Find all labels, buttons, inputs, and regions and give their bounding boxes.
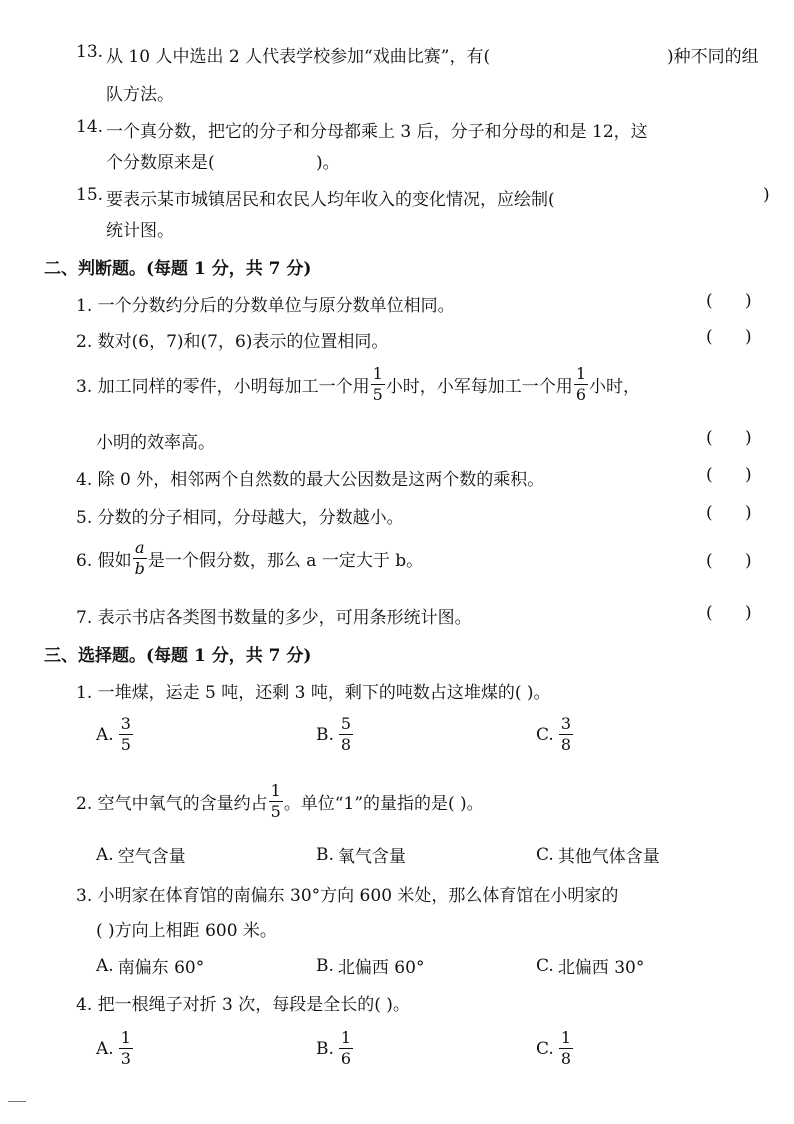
choice-option-b[interactable]: B. $\frac{1}{6}$: [316, 1028, 352, 1068]
question-number: 15.: [76, 185, 104, 205]
choice-option-a[interactable]: A. 空气含量: [96, 844, 186, 867]
choice-option-a[interactable]: A. $\frac{3}{5}$: [96, 714, 131, 754]
choice-option-c[interactable]: C. $\frac{3}{8}$: [536, 714, 571, 754]
choice-option-b[interactable]: B. $\frac{5}{8}$: [316, 714, 352, 754]
fraction: $\frac{1}{8}$: [560, 1028, 571, 1068]
judgement-text: 6. 假如: [76, 551, 132, 571]
question-text: 从 10 人中选出 2 人代表学校参加“戏曲比赛”，有(: [106, 47, 491, 67]
fraction: $\frac{1}{6}$: [340, 1028, 352, 1068]
judgement-text: 5. 分数的分子相同，分母越大，分数越小。: [76, 508, 404, 528]
fraction: $\frac{1}{5}$: [270, 781, 281, 821]
answer-paren[interactable]: ( ): [706, 428, 752, 448]
question-text: 要表示某市城镇居民和农民人均年收入的变化情况，应绘制(: [106, 190, 555, 210]
judgement-text: 小时，小军每加工一个用: [385, 377, 573, 397]
fraction: $\frac{5}{8}$: [340, 714, 352, 754]
choice-option-b[interactable]: B. 北偏西 60°: [316, 955, 425, 978]
question-text-cont: 统计图。: [106, 221, 174, 241]
choice-stem: 。单位“1”的量指的是( )。: [283, 794, 484, 814]
answer-paren[interactable]: ( ): [706, 291, 752, 311]
judgement-text: 4. 除 0 外，相邻两个自然数的最大公因数是这两个数的乘积。: [76, 470, 545, 490]
judgement-text: 1. 一个分数约分后的分数单位与原分数单位相同。: [76, 296, 455, 316]
judgement-text: 7. 表示书店各类图书数量的多少，可用条形统计图。: [76, 608, 472, 628]
question-text-cont: 个分数原来是(: [106, 153, 215, 173]
choice-option-a[interactable]: A. 南偏东 60°: [96, 955, 205, 978]
judgement-text-cont: 小明的效率高。: [96, 433, 215, 453]
answer-paren-close: )种不同的组: [667, 47, 759, 67]
section-title-judgement: 二、判断题。(每题 1 分，共 7 分): [44, 259, 312, 279]
fraction: $\frac{1}{3}$: [120, 1028, 131, 1068]
answer-paren[interactable]: ( ): [706, 551, 752, 571]
fraction: $\frac{a}{b}$: [134, 538, 145, 578]
fraction: $\frac{3}{8}$: [560, 714, 571, 754]
answer-paren-close: )。: [316, 153, 340, 173]
judgement-text: 2. 数对(6，7)和(7，6)表示的位置相同。: [76, 332, 389, 352]
answer-paren[interactable]: ( ): [706, 465, 752, 485]
judgement-text: 3. 加工同样的零件，小明每加工一个用: [76, 377, 370, 397]
fraction: $\frac{1}{6}$: [575, 364, 586, 404]
answer-paren[interactable]: ( ): [706, 327, 752, 347]
choice-option-c[interactable]: C. 其他气体含量: [536, 844, 660, 867]
answer-paren[interactable]: ( ): [706, 503, 752, 523]
choice-option-b[interactable]: B. 氧气含量: [316, 844, 406, 867]
answer-paren[interactable]: ( ): [706, 603, 752, 623]
choice-option-c[interactable]: C. $\frac{1}{8}$: [536, 1028, 571, 1068]
question-text-cont: 队方法。: [106, 85, 174, 105]
section-title-choice: 三、选择题。(每题 1 分，共 7 分): [44, 646, 312, 666]
choice-stem: 3. 小明家在体育馆的南偏东 30°方向 600 米处，那么体育馆在小明家的: [76, 886, 619, 906]
choice-stem: 2. 空气中氧气的含量约占: [76, 794, 268, 814]
judgement-text: 小时，: [589, 377, 640, 397]
choice-stem-cont: ( )方向上相距 600 米。: [96, 921, 277, 941]
choice-option-c[interactable]: C. 北偏西 30°: [536, 955, 645, 978]
question-text: 一个真分数，把它的分子和分母都乘上 3 后，分子和分母的和是 12，这: [106, 122, 648, 142]
fraction: $\frac{3}{5}$: [120, 714, 131, 754]
choice-stem: 1. 一堆煤，运走 5 吨，还剩 3 吨，剩下的吨数占这堆煤的( )。: [76, 683, 551, 703]
page-edge-mark: [8, 1101, 26, 1102]
choice-stem: 4. 把一根绳子对折 3 次，每段是全长的( )。: [76, 995, 410, 1015]
question-number: 13.: [76, 42, 104, 62]
judgement-text: 是一个假分数，那么 a 一定大于 b。: [147, 551, 424, 571]
fraction: $\frac{1}{5}$: [372, 364, 383, 404]
answer-paren-close: ): [763, 185, 770, 205]
choice-option-a[interactable]: A. $\frac{1}{3}$: [96, 1028, 131, 1068]
question-number: 14.: [76, 117, 104, 137]
